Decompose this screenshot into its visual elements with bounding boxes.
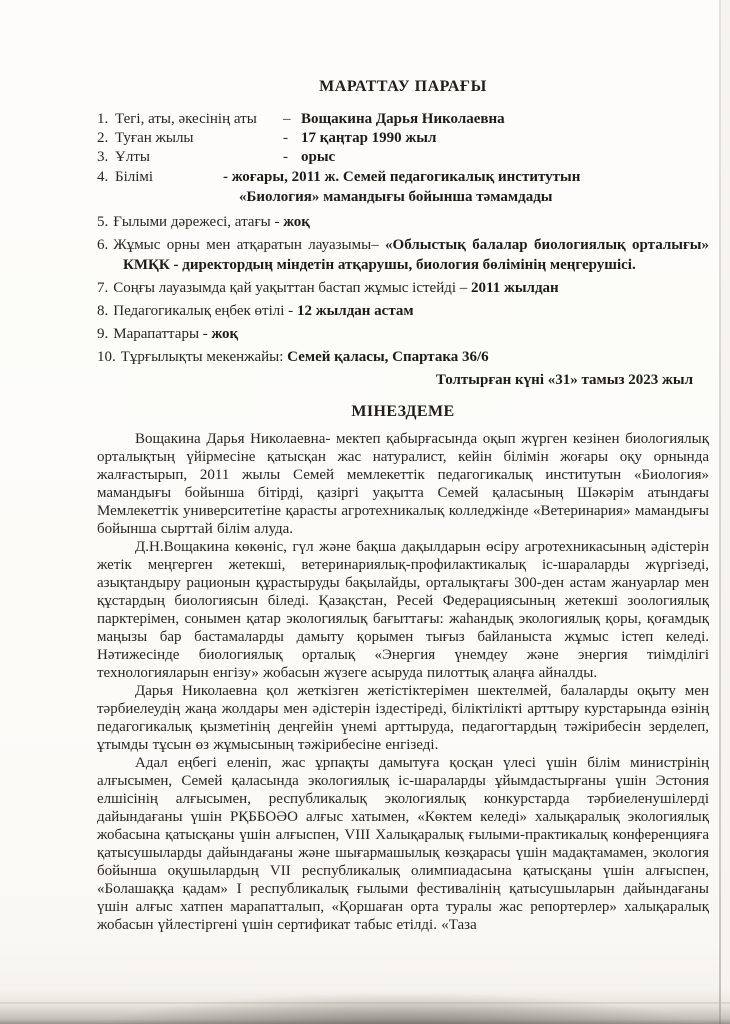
info-value: Семей қаласы, Спартака 36/6 [287, 349, 489, 365]
info-value: жоқ [283, 214, 310, 230]
info-item-8 [97, 301, 709, 321]
paragraph-4: Адал еңбегі еленіп, жас ұрпақты дамытуға қосқан үлесі үшін білім министрінің алғысымен, Семей қаласында экологиялық іс-шараларды ұйымдастырғаны үшін Эстония елшісінің алғысымен, республикалық экологиялық конкурстарда тәрбиеленушілерді дайындағаны үшін РҚББОӘО алғыс хатымен, «Көктем келеді» халықаралық экологиялық жобасына қатысқаны үшін алғыспен, VIII Халықаралық ғылыми-практикалық конференцияға қатысушыларды дайындағаны және шығармашылық көзқарасы үшін мадақтамамен, экология бойынша оқушылардың VII республикалық олимпиадасына қатысқаны үшін алғыспен, «Болашаққа қадам» I республикалық ғылыми фестивалінің қатысушыларын дайындағаны үшін алғыс хатпен марапатталып, «Қоршаған орта туралы жас репортерлер» халықаралық жобасын үйлестіргені үшін сертификат табыс етілді. «Таза [97, 755, 709, 933]
info-item-4 [97, 167, 709, 207]
scan-background-strip [721, 0, 730, 1024]
info-item-1 [97, 110, 709, 129]
info-label: Ұлты [115, 149, 150, 165]
info-item-4-line-1 [97, 167, 709, 187]
info-item-5 [97, 212, 709, 232]
info-number: 8. [97, 303, 109, 319]
info-item-7 [97, 278, 709, 298]
info-dash: - [283, 149, 288, 165]
document-content [97, 78, 709, 934]
info-value: жоқ [211, 326, 239, 342]
paragraph-2: Д.Н.Вощакина көкөніс, гүл және бақша дақылдарын өсіру агротехникасының әдістерін жетік меңгерген жетекші, ветеринариялық-профилактикалық іс-шараларды жүргізеді, азықтандыру рационын құрастыруды бақылайды, орталықтағы 300-ден астам жануарлар мен құстардың биологиясын біледі. Қазақстан, Ресей Федерациясының жетекші зоологиялық парктерімен, сонымен қатар экологиялық бағыттағы: жаһандық экологиялық қоры, қоғамдық маңызы бар бастамаларды дамыту қорымен тығыз байланыста жұмыс істеп келеді. Нәтижесінде биологиялық орталық «Энергия үнемдеу және энергия тиімділігі технологияларын енгізу» жобасын жүзеге асыруда пилоттық алаңға айналды. [97, 539, 709, 681]
info-number: 1. [97, 111, 109, 127]
info-label: Туған жылы [115, 130, 194, 146]
page-bottom-shadow [0, 990, 730, 1024]
info-label: Педагогикалық еңбек өтілі - [113, 303, 294, 319]
info-list-lower [97, 212, 709, 367]
info-label: Ғылыми дәрежесі, атағы - [113, 214, 280, 230]
info-item-3 [97, 148, 709, 167]
info-label: Марапаттары - [113, 326, 208, 342]
info-value: «Облыстық балалар биологиялық орталығы» КМҚК - директордың міндетін атқарушы, биология бөлімінің меңгерушісі. [123, 237, 709, 273]
info-number: 2. [97, 130, 109, 146]
section-title: МІНЕЗДЕМЕ [351, 403, 455, 420]
paragraph-1: Вощакина Дарья Николаевна- мектеп қабырғасында оқып жүрген кезінен биологиялық орталықтың үйірмесіне қатысқан жас натуралист, кейін білімін жоғары оқу орнында жалғастырып, 2011 жылы Семей мемлекеттік педагогикалық институтын «Биология» мамандығы бойынша бітірді, қазіргі уақытта Семей қаласының Шәкәрім атындағы Мемлекеттік университетіне қарасты агротехникалық колледжінде «Ветеринария» мамандығы бойынша сырттай білім алуда. [97, 431, 709, 537]
info-item-9 [97, 324, 709, 344]
info-value: 17 қаңтар 1990 жыл [301, 130, 437, 146]
info-dash: - [283, 130, 288, 146]
info-number: 4. [97, 169, 109, 185]
info-number: 9. [97, 326, 109, 342]
info-value: 2011 жылдан [471, 280, 559, 296]
info-number: 10. [97, 349, 116, 365]
page-right-edge-line [719, 0, 721, 1024]
info-label: Тегі, аты, әкесінің аты [115, 111, 257, 127]
info-number: 3. [97, 149, 109, 165]
page-title: МАРАТТАУ ПАРАҒЫ [319, 78, 487, 95]
info-label: Тұрғылықты мекенжайы: [120, 349, 284, 365]
info-value: орыс [301, 149, 336, 165]
info-item-4-line-2: «Биология» мамандығы бойынша тәмамдады [239, 189, 553, 205]
info-label: Соңғы лауазымда қай уақыттан бастап жұмыс істейді – [113, 280, 468, 296]
info-value: Вощакина Дарья Николаевна [301, 111, 505, 127]
info-item-10 [97, 347, 709, 367]
info-number: 6. [97, 237, 109, 253]
info-dash: – [283, 111, 291, 127]
info-item-6 [97, 235, 709, 275]
info-number: 5. [97, 214, 109, 230]
info-item-2 [97, 129, 709, 148]
fill-date: Толтырған күні «31» тамыз 2023 жыл [435, 372, 693, 388]
info-value: 12 жылдан астам [296, 303, 414, 319]
info-number: 7. [97, 280, 109, 296]
paragraph-3: Дарья Николаевна қол жеткізген жетістіктерімен шектелмей, балаларды оқыту мен тәрбиелеудің жаңа жолдары мен әдістерін іздестіреді, біліктілікті арттыру курстарында өзінің педагогикалық қызметінің деңгейін үнемі арттыруда, педагогтардың тәжірибесін зерделеп, ұтымды тұсын өз жұмысының тәжірибесіне енгізеді. [97, 683, 709, 753]
info-value: - жоғары, 2011 ж. Семей педагогикалық институтын [223, 169, 581, 185]
info-label: Білімі [115, 169, 154, 185]
info-label: Жұмыс орны мен атқаратын лауазымы– [113, 237, 379, 253]
